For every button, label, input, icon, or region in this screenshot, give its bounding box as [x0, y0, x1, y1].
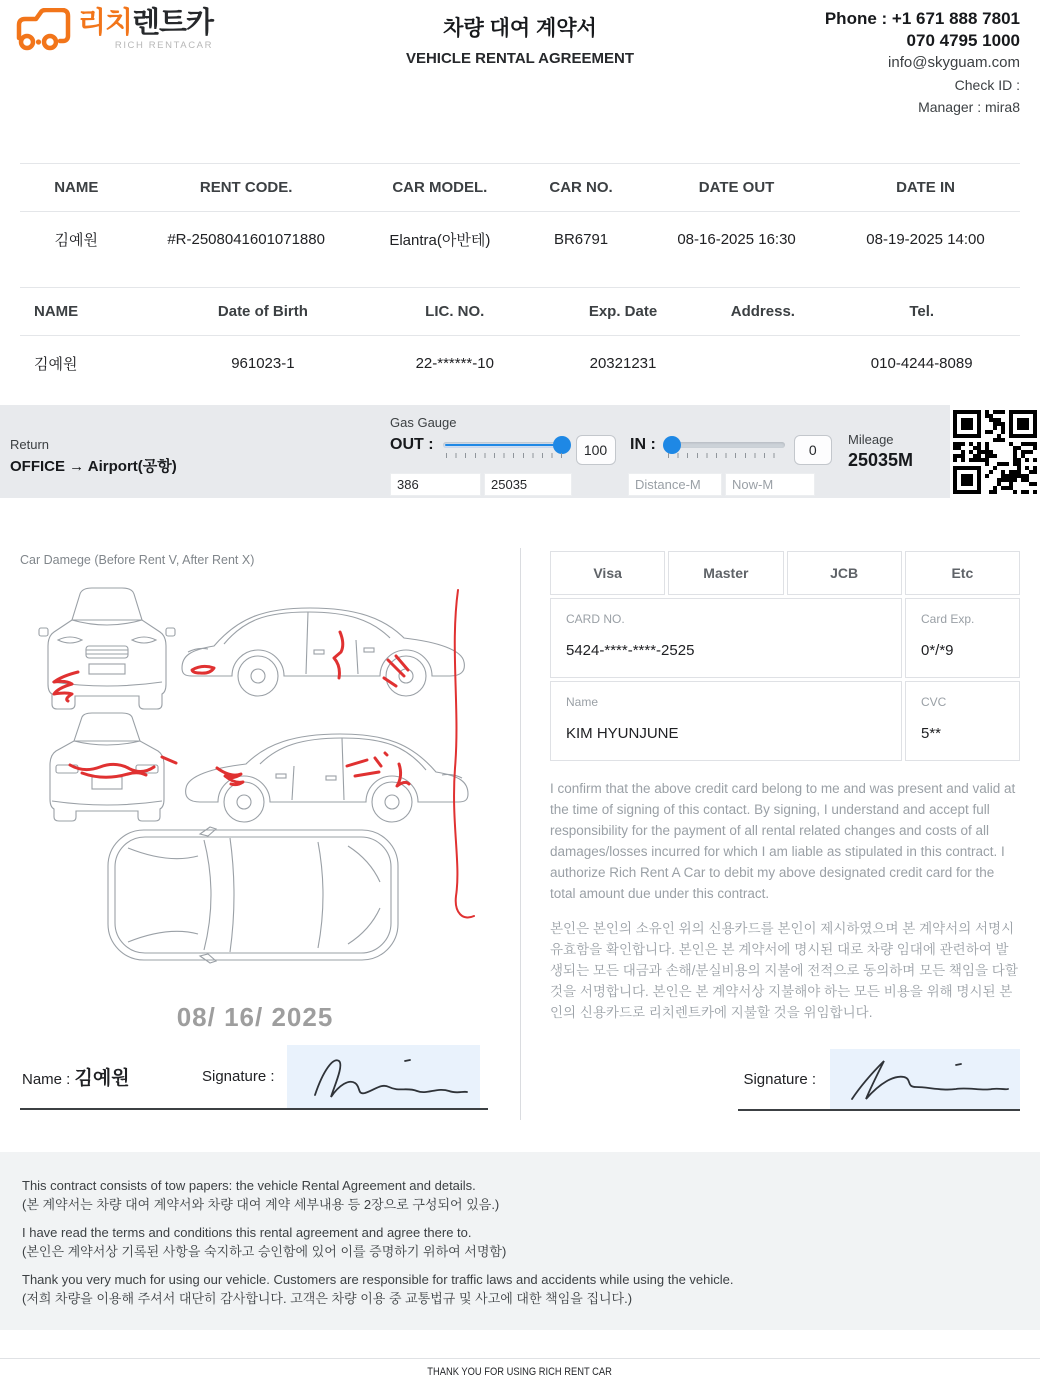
out-distance-input[interactable] [390, 473, 481, 496]
card-exp-value: 0*/*9 [921, 642, 954, 659]
card-type-master[interactable]: Master [668, 551, 783, 595]
damage-mark [192, 666, 214, 673]
brand-kr-orange: 리치 [78, 7, 133, 39]
damage-check-date: 08/ 16/ 2025 [176, 1002, 334, 1032]
phone-primary: Phone : +1 671 888 7801 [824, 9, 1020, 28]
terms-line2-en: I have read the terms and conditions this rental agreement and agree there to. [22, 1225, 472, 1240]
terms-line3-en: Thank you very much for using our vehicle. Customers are responsible for traffic laws and accidents while using the vehicle. [22, 1272, 734, 1287]
cell-name: 김예원 [54, 232, 99, 249]
terms-footer [0, 1152, 1040, 1330]
header-exp-date: Exp. Date [544, 288, 703, 336]
footer-divider [0, 1358, 1040, 1359]
cell-tel: 010-4244-8089 [870, 355, 973, 372]
card-type-jcb[interactable]: JCB [787, 551, 902, 595]
out-now-input[interactable] [484, 473, 572, 496]
header-date-in: DATE IN [831, 164, 1020, 212]
email: info@skyguam.com [888, 54, 1020, 71]
cell-address [702, 336, 823, 392]
mileage-value: 25035M [848, 450, 914, 470]
damage-mark [217, 768, 243, 785]
header-driver-name: NAME [20, 288, 160, 336]
slider-track [665, 442, 785, 448]
holder-signature-label: Signature : [743, 1070, 816, 1088]
damage-mark [397, 764, 409, 786]
renter-signature-pad[interactable] [287, 1045, 480, 1108]
payment-section [550, 551, 1020, 1111]
card-detail-table [550, 598, 1020, 761]
car-damage-label: Car Damege (Before Rent V, After Rent X) [20, 553, 255, 567]
out-value-box[interactable]: 100 [576, 435, 616, 465]
in-label: IN : [630, 436, 656, 453]
card-name-cell [550, 681, 902, 761]
confirmation-text-en: I confirm that the above credit card belong to me and was present and valid at the time of signing of this contact. By signing, I understand and accept full responsibility for the payment of all rental related changes and costs of all damages/losses incurred for which I am liable as stipulated in this contract. I authorize Rich Rent A Car to debit my above designated credit card for the total amount due under this contract. [550, 781, 1016, 901]
card-type-visa[interactable]: Visa [550, 551, 665, 595]
check-id: Check ID : [954, 77, 1020, 93]
renter-name-label: Name : [22, 1071, 71, 1088]
phone-secondary: 070 4795 1000 [906, 31, 1020, 50]
in-value-box[interactable]: 0 [794, 435, 832, 465]
cell-driver-name: 김예원 [34, 356, 78, 373]
cell-lic-no: 22-******-10 [415, 355, 494, 372]
terms-line1-en: This contract consists of tow papers: the vehicle Rental Agreement and details. [22, 1178, 476, 1193]
gauge-bar [0, 405, 1040, 498]
rental-table-header-row [20, 164, 1020, 212]
slider-knob[interactable] [553, 436, 571, 454]
rental-table-row [20, 212, 1020, 268]
gas-out-slider[interactable] [443, 435, 567, 463]
renter-signature-label: Signature : [202, 1068, 275, 1085]
mileage-label: Mileage [848, 432, 894, 447]
car-damage-diagram[interactable] [20, 578, 490, 998]
card-cvc-label: CVC [921, 695, 947, 709]
holder-signature-block [550, 1049, 1020, 1109]
cell-rent-code: #R-2508041601071880 [167, 231, 325, 248]
renter-name-value: 김예원 [74, 1068, 130, 1089]
renter-signature-line [20, 1108, 488, 1110]
column-divider [520, 548, 521, 1120]
slider-fill [445, 444, 563, 446]
qr-code-svg [953, 410, 1037, 494]
contact-block [825, 8, 1020, 118]
slider-knob[interactable] [663, 436, 681, 454]
card-exp-label: Card Exp. [921, 612, 975, 626]
in-now-input[interactable] [725, 473, 815, 496]
return-label: Return [10, 437, 50, 452]
title-korean: 차량 대여 계약서 [443, 17, 597, 40]
header-tel: Tel. [823, 288, 1020, 336]
rental-info-table [20, 163, 1020, 267]
card-exp-cell [905, 598, 1020, 678]
card-cvc-cell [905, 681, 1020, 761]
cell-car-model: Elantra(아반테) [389, 232, 491, 249]
manager: Manager : mira8 [918, 99, 1020, 115]
renter-signature-block [22, 1045, 490, 1108]
damage-mark [334, 632, 343, 678]
header-dob: Date of Birth [160, 288, 366, 336]
brand-kr-dark: 렌트카 [132, 7, 214, 39]
header-lic-no: LIC. NO. [366, 288, 544, 336]
return-route: OFFICE → Airport(공항) [10, 458, 177, 475]
cell-exp-date: 20321231 [589, 355, 657, 372]
holder-signature-pad[interactable] [830, 1049, 1020, 1109]
cell-car-no: BR6791 [553, 231, 609, 248]
gas-gauge-label: Gas Gauge [390, 415, 457, 430]
card-no-value: 5424-****-****-2525 [566, 642, 695, 659]
card-type-etc[interactable]: Etc [905, 551, 1020, 595]
qr-code [950, 405, 1040, 498]
driver-info-table [20, 287, 1020, 391]
thank-you-note: THANK YOU FOR USING RICH RENT CAR [427, 1366, 613, 1378]
holder-signature-line [738, 1109, 1020, 1111]
header-name: NAME [20, 164, 133, 212]
driver-table-row [20, 336, 1020, 392]
header-car-model: CAR MODEL. [360, 164, 520, 212]
in-distance-input[interactable] [628, 473, 722, 496]
confirmation-text-kr: 본인은 본인의 소유인 위의 신용카드를 본인이 제시하였으며 본 계약서의 서명시 유효함을 확인합니다. 본인은 본 계약서에 명시된 대로 차량 임대에 관련하여 발생되는 모든 대금과 손해/분실비용의 지불에 전적으로 동의하며 모든 책임을 다할 것을 서명합니다. 본인은 본 계약서상 지불해야 하는 모든 비용을 위해 명시된 본인의 신용카드로 리치렌트카에 지불할 것을 위임합니다. [550, 921, 1018, 1020]
header-rent-code: RENT CODE. [133, 164, 360, 212]
card-no-cell [550, 598, 902, 678]
damage-mark [70, 757, 176, 777]
card-type-header [550, 551, 1020, 595]
header-date-out: DATE OUT [642, 164, 831, 212]
cell-date-in: 08-19-2025 14:00 [866, 231, 985, 248]
card-name-value: KIM HYUNJUNE [566, 725, 679, 742]
gas-in-slider[interactable] [665, 435, 785, 463]
terms-line1-kr: (본 계약서는 차량 대여 계약서와 차량 대여 계약 세부내용 등 2장으로 구성되어 있음.) [22, 1197, 500, 1212]
renter-signature-stroke [287, 1045, 480, 1108]
holder-signature-stroke [830, 1049, 1020, 1109]
terms-line2-kr: (본인은 계약서상 기록된 사항을 숙지하고 승인함에 있어 이를 증명하기 위하여 서명함) [22, 1244, 507, 1259]
damage-mark [54, 672, 78, 701]
terms-line3-kr: (저희 차량을 이용해 주셔서 대단히 감사합니다. 고객은 차량 이용 중 교통법규 및 사고에 대한 책임을 집니다.) [22, 1291, 633, 1306]
slider-ticks [668, 453, 782, 458]
brand-en: RICH RENTACAR [114, 40, 214, 51]
damage-mark [347, 753, 387, 776]
renter-name-line [22, 1063, 202, 1090]
cell-dob: 961023-1 [231, 355, 295, 372]
card-no-label: CARD NO. [566, 612, 625, 626]
card-cvc-value: 5** [921, 725, 942, 742]
driver-table-header-row [20, 288, 1020, 336]
out-label: OUT : [390, 436, 434, 453]
damage-mark-long-line [454, 590, 474, 917]
damage-mark [384, 656, 408, 686]
cell-date-out: 08-16-2025 16:30 [677, 231, 796, 248]
header-address: Address. [702, 288, 823, 336]
card-name-label: Name [566, 695, 599, 709]
slider-ticks [446, 453, 564, 458]
title-english: VEHICLE RENTAL AGREEMENT [405, 50, 635, 67]
header-car-no: CAR NO. [520, 164, 642, 212]
